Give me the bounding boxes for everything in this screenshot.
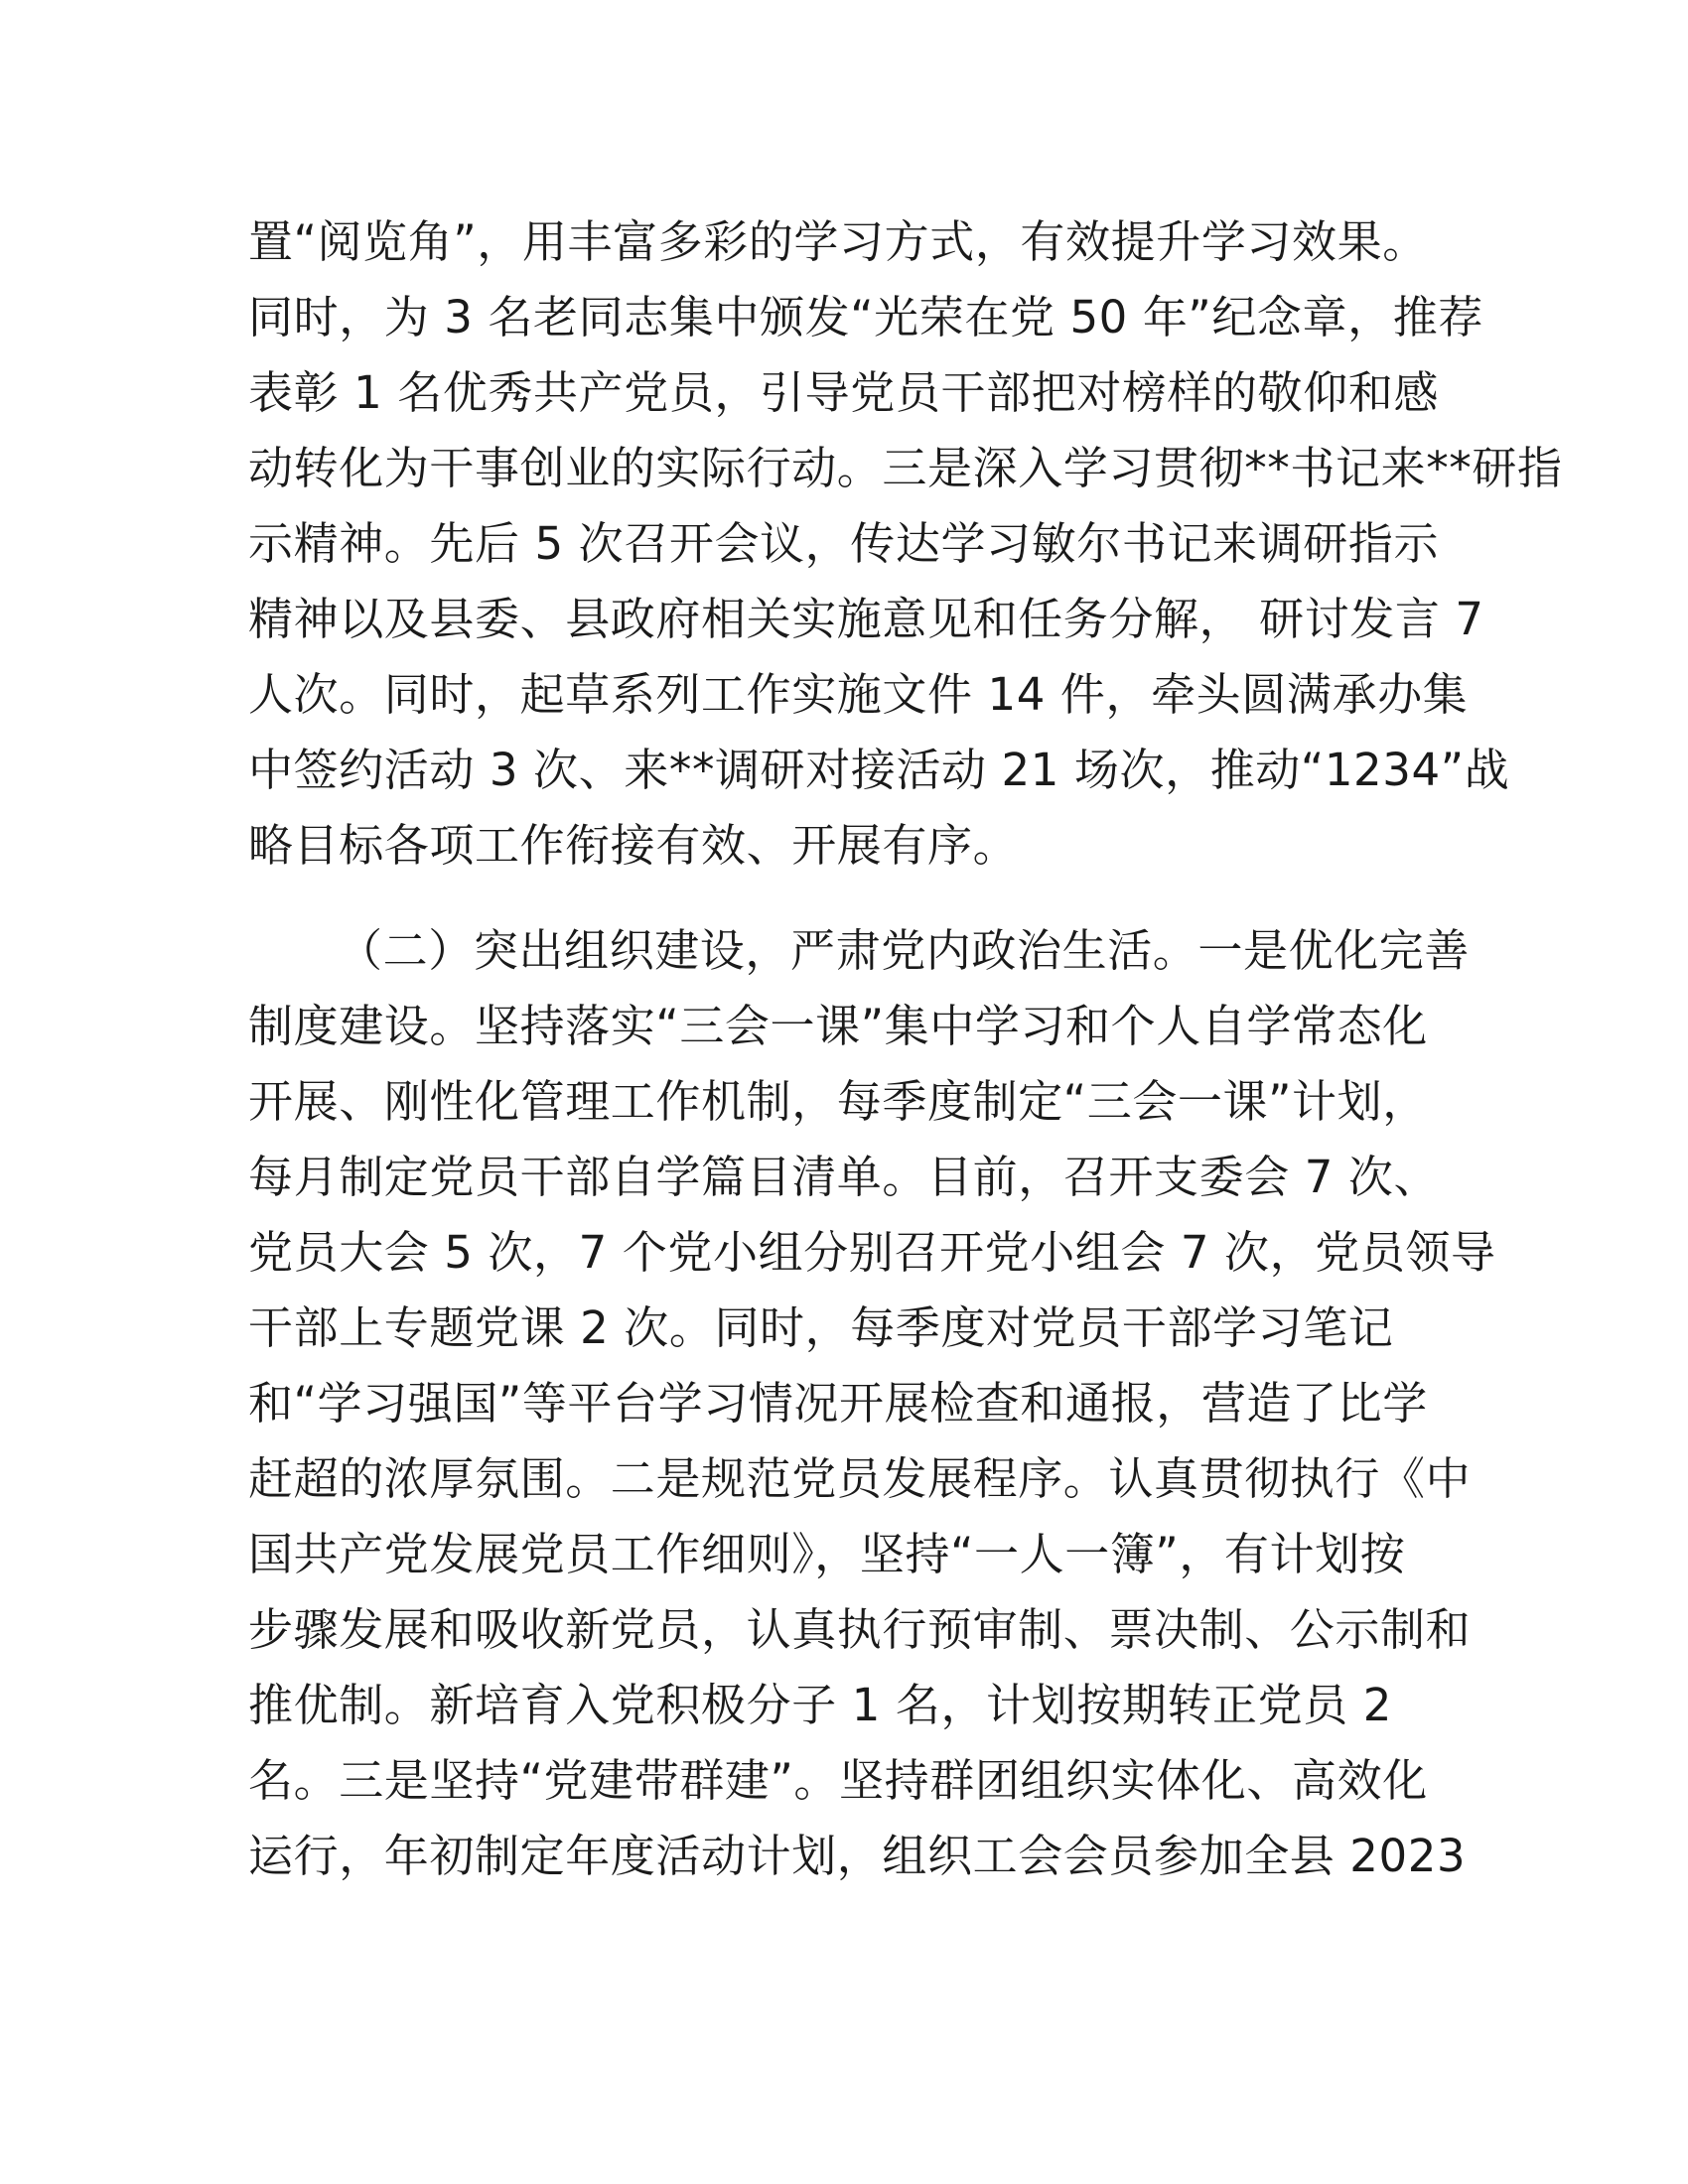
text-line: 中签约活动 3 次、来**调研对接活动 21 场次，推动“1234”战 — [248, 744, 1510, 796]
text-line: 动转化为干事创业的实际行动。三是深入学习贯彻**书记来**研指 — [248, 442, 1563, 494]
text-line: 运行，年初制定年度活动计划，组织工会会员参加全县 2023 — [248, 1830, 1467, 1882]
text-line: 置“阅览角”，用丰富多彩的学习方式，有效提升学习效果。 — [248, 215, 1428, 268]
text-line: 每月制定党员干部自学篇目清单。目前，召开支委会 7 次、 — [248, 1151, 1440, 1203]
text-line: 略目标各项工作衔接有效、开展有序。 — [248, 819, 1019, 872]
text-line: 表彰 1 名优秀共产党员，引导党员干部把对榜样的敬仰和感 — [248, 366, 1440, 419]
text-line: 制度建设。坚持落实“三会一课”集中学习和个人自学常态化 — [248, 1000, 1428, 1052]
text-line: 同时，为 3 名老同志集中颁发“光荣在党 50 年”纪念章，推荐 — [248, 291, 1483, 343]
text-line: 示精神。先后 5 次召开会议，传达学习敏尔书记来调研指示 — [248, 517, 1440, 570]
text-line: 国共产党发展党员工作细则》，坚持“一人一簿”，有计划按 — [248, 1528, 1406, 1580]
text-line: 干部上专题党课 2 次。同时，每季度对党员干部学习笔记 — [248, 1301, 1394, 1354]
text-line: 名。三是坚持“党建带群建”。坚持群团组织实体化、高效化 — [248, 1754, 1428, 1807]
text-line: 推优制。新培育入党积极分子 1 名，计划按期转正党员 2 — [248, 1679, 1392, 1731]
text-line: 开展、刚性化管理工作机制，每季度制定“三会一课”计划， — [248, 1075, 1428, 1128]
text-line: 精神以及县委、县政府相关实施意见和任务分解， 研讨发言 7 — [248, 593, 1484, 645]
text-line: 赶超的浓厚氛围。二是规范党员发展程序。认真贯彻执行《中 — [248, 1452, 1472, 1505]
text-line: 党员大会 5 次，7 个党小组分别召开党小组会 7 次，党员领导 — [248, 1226, 1496, 1279]
text-line: 和“学习强国”等平台学习情况开展检查和通报，营造了比学 — [248, 1377, 1428, 1430]
text-line: 人次。同时，起草系列工作实施文件 14 件，牵头圆满承办集 — [248, 668, 1469, 721]
text-line: 步骤发展和吸收新党员，认真执行预审制、票决制、公示制和 — [248, 1603, 1472, 1656]
section-heading-line: （二）突出组织建设，严肃党内政治生活。一是优化完善 — [338, 924, 1471, 977]
